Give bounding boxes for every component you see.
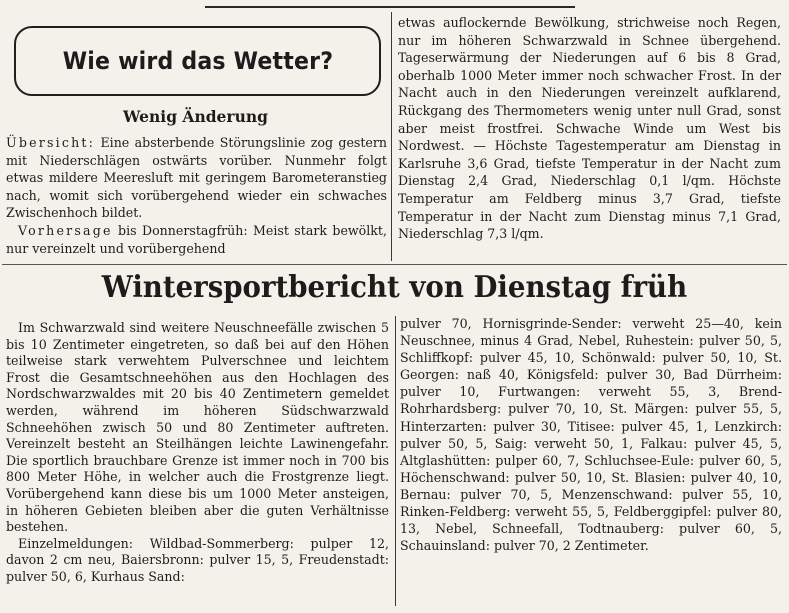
weather-overview-paragraph: [6, 134, 387, 222]
overview-label: Übersicht:: [6, 135, 96, 150]
forecast-continued: etwas auflockernde Bewölkung, strichweise noch Regen, nur im höheren Schwarzwald in Schnee übergehend. Tageserwärmung der Niederungen auf 6 bis 8 Grad, oberhalb 1000 Meter immer noch schwacher Frost. In der Nacht auch in den Niederungen vereinzelt aufklarend, Rückgang des Thermometers wenig unter null Grad, sonst aber meist frostfrei. Schwache Winde um West bis Nordwest. — Höchste Tagestemperatur am Dienstag in Karlsruhe 3,6 Grad, tiefste Temperatur in der Nacht zum Dienstag 2,4 Grad, Niederschlag 0,1 l/qm. Höchste Temperatur am Feldberg minus 3,7 Grad, tiefste Temperatur in der Nacht zum Dienstag minus 7,1 Grad, Niederschlag 7,3 l/qm.: [398, 15, 781, 242]
forecast-text-left: bis Donnerstagfrüh: Meist stark bewölkt, nur vereinzelt und vorübergehend: [6, 222, 387, 256]
wintersport-column-left: [6, 320, 389, 586]
weather-subheading: Wenig Änderung: [123, 107, 268, 126]
weather-column-left: [6, 134, 387, 257]
weather-column-right: [398, 14, 781, 243]
weather-title-box: [14, 26, 381, 96]
column-divider-bottom: [395, 316, 396, 606]
top-rule: [205, 6, 575, 8]
column-divider-top: [391, 12, 392, 261]
overview-text: Eine absterbende Störungslinie zog gestern mit Niederschlägen ostwärts vorüber. Nunmehr folgt etwas mildere Meeresluft mit geringem Barometeranstieg nach, womit sich vorübergehend wieder ein schwaches Zwischenhoch bildet.: [6, 135, 387, 221]
wintersport-column-right: [400, 315, 782, 554]
wintersport-reports-start: Einzelmeldungen: Wildbad-Sommerberg: pulper 12, davon 2 cm neu, Baiersbronn: pulver 15, 5, Freudenstadt: pulver 50, 6, Kurhaus Sand:: [6, 535, 389, 584]
weather-forecast-paragraph: [6, 222, 387, 257]
weather-title: Wie wird das Wetter?: [62, 47, 333, 75]
section-divider: [2, 264, 787, 265]
forecast-label: Vorhersage: [18, 222, 113, 238]
wintersport-reports-continued: pulver 70, Hornisgrinde-Sender: verweht 25—40, kein Neuschnee, minus 4 Grad, Nebel, Ruhestein: pulver 50, 5, Schliffkopf: pulver 45, 10, Schönwald: pulver 50, 10, St. Georgen: naß 40, Königsfeld: pulver 30, Bad Dürrheim: pulver 10, Furtwangen: verweht 55, 3, Brend-Rohrhardsberg: pulver 70, 10, St. Märgen: pulver 55, 5, Hinterzarten: pulver 30, Titisee: pulver 45, 1, Lenzkirch: pulver 50, 5, Saig: verweht 50, 1, Falkau: pulver 45, 5, Altglashütten: pulper 60, 7, Schluchsee-Eule: pulver 60, 5, Höchenschwand: pulver 50, 10, St. Blasien: pulver 40, 10, Bernau: pulver 70, 5, Menzenschwand: pulver 55, 10, Rinken-Feldberg: verweht 55, 5, Feldberggipfel: pulver 80, 13, Nebel, Schneefall, Todtnauberg: pulver 60, 5, Schauinsland: pulver 70, 2 Zentimeter.: [400, 316, 782, 554]
wintersport-intro: Im Schwarzwald sind weitere Neuschneefälle zwischen 5 bis 10 Zentimeter eingetreten, so daß bei auf den Höhen teilweise stark verwehtem Pulverschnee und leichtem Frost die Gesamtschneehöhen aus den Hochlagen des Nordschwarzwaldes mit 20 bis 40 Zentimetern gemeldet werden, während im höheren Südschwarzwald Schneehöhen zwisch 50 und 80 Zentimeter auftreten. Vereinzelt besteht an Steilhängen leichte Lawinengefahr. Die sportlich brauchbare Grenze ist immer noch in 700 bis 800 Meter Höhe, in welcher auch die Frostgrenze liegt. Vorübergehend kann diese bis um 1000 Meter ansteigen, in höheren Gebieten bleiben aber die guten Verhältnisse bestehen.: [6, 320, 389, 535]
wintersport-headline: Wintersportbericht von Dienstag früh: [101, 270, 688, 305]
